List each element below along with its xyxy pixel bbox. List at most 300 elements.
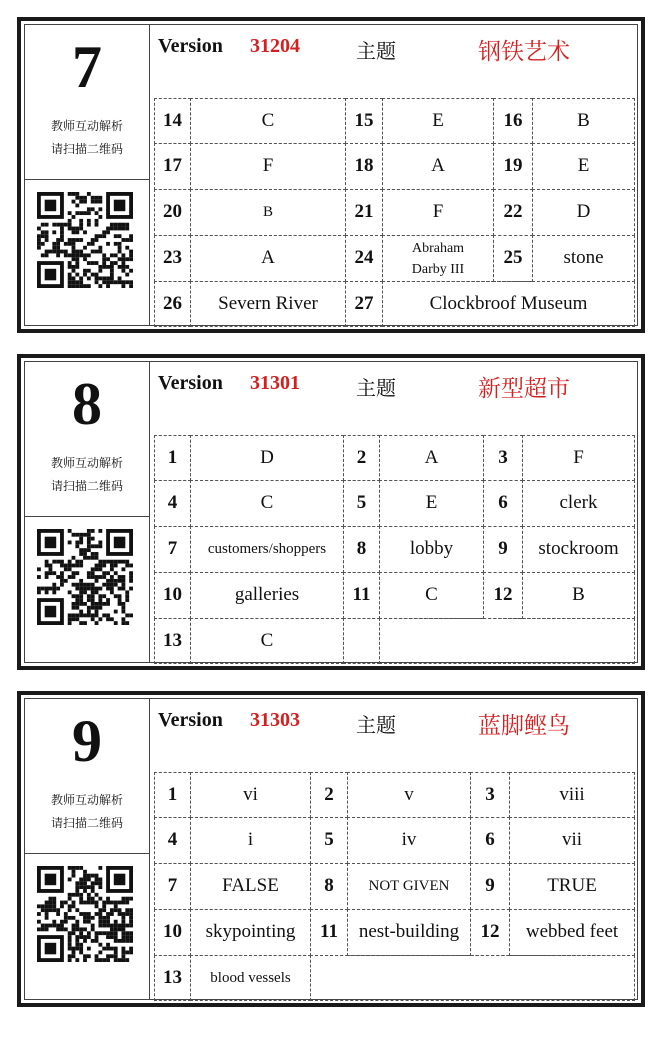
qr-module (91, 594, 95, 598)
qr-module (95, 219, 99, 223)
question-number: 1 (154, 435, 191, 481)
qr-module (49, 901, 53, 905)
qr-module (68, 935, 72, 939)
qr-module (68, 284, 72, 288)
question-number: 14 (154, 98, 191, 144)
qr-module (52, 246, 56, 250)
qr-module (72, 893, 76, 897)
qr-module (79, 284, 83, 288)
qr-module (72, 250, 76, 254)
card-left-column (25, 25, 150, 325)
qr-module (79, 583, 83, 587)
qr-module (75, 935, 79, 939)
version-number: 31303 (250, 709, 300, 731)
qr-module (72, 613, 76, 617)
qr-module (64, 242, 68, 246)
qr-module (45, 587, 49, 591)
qr-module (72, 564, 76, 568)
qr-module (129, 920, 133, 924)
qr-module (64, 916, 68, 920)
qr-module (110, 590, 114, 594)
qr-module (114, 935, 118, 939)
qr-module (72, 866, 76, 870)
qr-module (83, 257, 87, 261)
qr-module (83, 211, 87, 215)
qr-module (75, 571, 79, 575)
qr-module (72, 242, 76, 246)
qr-module (98, 958, 102, 962)
qr-module (87, 253, 91, 257)
qr-module (68, 947, 72, 951)
question-number: 6 (483, 480, 523, 527)
question-number: 25 (493, 235, 533, 282)
answer-cell: Severn River (190, 281, 346, 327)
qr-module (75, 920, 79, 924)
qr-module (91, 571, 95, 575)
qr-module (60, 927, 64, 931)
qr-module (98, 606, 102, 610)
qr-code-icon[interactable] (37, 529, 133, 625)
teacher-analysis-note (25, 115, 149, 161)
qr-module (91, 200, 95, 204)
qr-module (87, 606, 91, 610)
question-number: 15 (345, 98, 383, 144)
qr-module (98, 215, 102, 219)
qr-module (68, 223, 72, 227)
qr-module (87, 901, 91, 905)
qr-module (129, 908, 133, 912)
card-frame (24, 698, 638, 1000)
qr-module (110, 901, 114, 905)
qr-module (87, 916, 91, 920)
qr-module (118, 265, 122, 269)
qr-module (45, 912, 49, 916)
qr-module (118, 587, 122, 591)
qr-module (95, 935, 99, 939)
qr-module (68, 943, 72, 947)
answer-cell: NOT GIVEN (347, 863, 471, 910)
answer-cell: A (382, 143, 494, 190)
qr-module (45, 590, 49, 594)
qr-module (91, 939, 95, 943)
passage-number: 7 (72, 34, 102, 100)
qr-module (98, 943, 102, 947)
qr-module (45, 908, 49, 912)
question-number: 7 (154, 526, 191, 573)
qr-module (95, 273, 99, 277)
qr-module (125, 257, 129, 261)
teacher-note-line1: 教师互动解析 (50, 793, 123, 807)
qr-module (110, 908, 114, 912)
qr-module (56, 242, 60, 246)
qr-module (95, 901, 99, 905)
question-number: 9 (470, 863, 510, 910)
qr-module (83, 552, 87, 556)
qr-module (118, 227, 122, 231)
qr-code-icon[interactable] (37, 866, 133, 962)
question-number: 21 (345, 189, 383, 236)
qr-module (79, 250, 83, 254)
qr-module (56, 246, 60, 250)
qr-module (91, 874, 95, 878)
qr-module (87, 242, 91, 246)
qr-module (72, 904, 76, 908)
qr-module (110, 954, 114, 958)
question-number: 18 (345, 143, 383, 190)
teacher-note-line2: 请扫描二维码 (50, 479, 123, 493)
qr-module (83, 284, 87, 288)
qr-module (56, 223, 60, 227)
qr-module (49, 564, 53, 568)
qr-module (68, 261, 72, 265)
answer-cell: customers/shoppers (190, 526, 344, 573)
qr-module (102, 253, 106, 257)
answer-cell: F (522, 435, 635, 481)
qr-module (95, 606, 99, 610)
qr-module (129, 575, 133, 579)
qr-module (118, 598, 122, 602)
qr-module (68, 916, 72, 920)
qr-module (79, 613, 83, 617)
qr-module (75, 544, 79, 548)
theme-label: 主题 (356, 376, 396, 400)
qr-module (87, 874, 91, 878)
qr-module (64, 564, 68, 568)
qr-module (98, 598, 102, 602)
answer-cell: E (382, 98, 494, 144)
answer-card-7 (17, 17, 645, 333)
qr-module (75, 250, 79, 254)
card-header (158, 709, 637, 737)
qr-module (52, 920, 56, 924)
qr-module (129, 280, 133, 284)
answer-cell: C (190, 480, 344, 527)
qr-module (87, 878, 91, 882)
qr-module (110, 579, 114, 583)
qr-module (79, 253, 83, 257)
qr-module (129, 571, 133, 575)
qr-module (129, 238, 133, 242)
qr-module (79, 897, 83, 901)
qr-module (95, 544, 99, 548)
qr-module (68, 613, 72, 617)
qr-code-box (25, 853, 149, 999)
qr-module (95, 200, 99, 204)
qr-module (91, 901, 95, 905)
qr-module (91, 924, 95, 928)
qr-module (75, 273, 79, 277)
qr-module (102, 901, 106, 905)
qr-module (87, 920, 91, 924)
qr-module (121, 954, 125, 958)
qr-module (110, 223, 114, 227)
qr-module (64, 250, 68, 254)
qr-module (60, 904, 64, 908)
qr-module (110, 567, 114, 571)
question-number: 17 (154, 143, 191, 190)
qr-module (72, 280, 76, 284)
qr-module (75, 257, 79, 261)
qr-module (118, 908, 122, 912)
qr-module (95, 223, 99, 227)
qr-module (49, 567, 53, 571)
qr-module (102, 908, 106, 912)
qr-finder-center (114, 200, 126, 212)
qr-module (49, 924, 53, 928)
qr-module (37, 912, 41, 916)
answer-cell: vi (190, 772, 311, 818)
qr-module (121, 621, 125, 625)
qr-module (83, 533, 87, 537)
qr-module (87, 533, 91, 537)
qr-module (121, 583, 125, 587)
qr-module (110, 575, 114, 579)
qr-module (98, 931, 102, 935)
qr-module (106, 947, 110, 951)
qr-module (72, 253, 76, 257)
qr-module (60, 223, 64, 227)
qr-module (45, 916, 49, 920)
qr-module (98, 885, 102, 889)
qr-module (56, 250, 60, 254)
qr-finder-center (114, 874, 126, 886)
qr-module (83, 927, 87, 931)
qr-module (72, 192, 76, 196)
qr-module (118, 234, 122, 238)
qr-module (75, 560, 79, 564)
qr-module (72, 571, 76, 575)
qr-finder-center (114, 537, 126, 549)
qr-module (110, 912, 114, 916)
qr-module (41, 927, 45, 931)
passage-number: 8 (72, 371, 102, 437)
qr-module (60, 250, 64, 254)
qr-module (129, 579, 133, 583)
qr-module (45, 571, 49, 575)
qr-module (75, 583, 79, 587)
qr-module (83, 621, 87, 625)
qr-module (87, 613, 91, 617)
qr-module (125, 246, 129, 250)
qr-module (68, 242, 72, 246)
qr-module (125, 897, 129, 901)
qr-module (91, 897, 95, 901)
qr-module (129, 284, 133, 288)
qr-module (110, 269, 114, 273)
qr-module (129, 916, 133, 920)
qr-module (41, 587, 45, 591)
qr-module (68, 954, 72, 958)
qr-module (79, 943, 83, 947)
qr-module (110, 924, 114, 928)
qr-module (75, 564, 79, 568)
qr-module (102, 261, 106, 265)
qr-module (83, 874, 87, 878)
qr-module (125, 931, 129, 935)
qr-module (129, 947, 133, 951)
qr-module (118, 276, 122, 280)
qr-module (52, 904, 56, 908)
qr-module (118, 901, 122, 905)
qr-module (79, 211, 83, 215)
qr-module (102, 583, 106, 587)
qr-module (98, 916, 102, 920)
qr-module (121, 227, 125, 231)
qr-module (64, 253, 68, 257)
empty-cell (310, 955, 635, 1001)
qr-module (121, 560, 125, 564)
qr-module (79, 927, 83, 931)
qr-module (49, 250, 53, 254)
qr-module (95, 276, 99, 280)
theme-name: 蓝脚鲣鸟 (478, 713, 570, 739)
qr-module (129, 564, 133, 568)
qr-module (68, 541, 72, 545)
qr-module (129, 587, 133, 591)
qr-module (41, 908, 45, 912)
qr-module (102, 276, 106, 280)
qr-module (114, 594, 118, 598)
qr-module (45, 234, 49, 238)
qr-module (75, 924, 79, 928)
qr-module (129, 924, 133, 928)
qr-module (110, 276, 114, 280)
answer-card-9 (17, 691, 645, 1007)
answer-cell: Clockbroof Museum (382, 281, 635, 327)
qr-module (68, 560, 72, 564)
qr-module (87, 587, 91, 591)
qr-module (52, 924, 56, 928)
qr-module (79, 893, 83, 897)
qr-module (114, 571, 118, 575)
qr-module (68, 253, 72, 257)
teacher-note-line1: 教师互动解析 (50, 456, 123, 470)
qr-module (98, 564, 102, 568)
qr-module (114, 931, 118, 935)
qr-module (68, 908, 72, 912)
qr-finder-center (45, 874, 57, 886)
qr-module (95, 602, 99, 606)
qr-module (102, 931, 106, 935)
qr-module (75, 204, 79, 208)
qr-module (72, 602, 76, 606)
qr-module (45, 223, 49, 227)
qr-module (95, 280, 99, 284)
qr-module (68, 590, 72, 594)
qr-module (98, 881, 102, 885)
answer-card-8 (17, 354, 645, 670)
qr-module (98, 276, 102, 280)
qr-module (79, 548, 83, 552)
qr-module (91, 590, 95, 594)
version-label: Version (158, 35, 223, 57)
qr-module (83, 230, 87, 234)
qr-module (114, 280, 118, 284)
qr-module (114, 621, 118, 625)
qr-module (60, 571, 64, 575)
qr-module (91, 613, 95, 617)
qr-module (102, 575, 106, 579)
qr-module (52, 560, 56, 564)
qr-module (79, 947, 83, 951)
qr-code-icon[interactable] (37, 192, 133, 288)
qr-module (87, 571, 91, 575)
qr-module (68, 878, 72, 882)
qr-module (121, 223, 125, 227)
qr-module (110, 931, 114, 935)
qr-module (114, 939, 118, 943)
qr-module (49, 587, 53, 591)
qr-module (79, 610, 83, 614)
qr-module (72, 257, 76, 261)
qr-module (106, 943, 110, 947)
qr-module (60, 575, 64, 579)
qr-module (60, 920, 64, 924)
qr-module (102, 613, 106, 617)
qr-module (125, 238, 129, 242)
question-number: 19 (493, 143, 533, 190)
qr-module (75, 598, 79, 602)
qr-module (106, 265, 110, 269)
qr-module (110, 273, 114, 277)
qr-module (75, 889, 79, 893)
qr-module (121, 931, 125, 935)
question-number: 2 (343, 435, 380, 481)
qr-module (75, 947, 79, 951)
qr-finder-center (45, 200, 57, 212)
qr-module (106, 920, 110, 924)
answer-cell: E (379, 480, 484, 527)
qr-module (56, 253, 60, 257)
qr-module (49, 571, 53, 575)
teacher-analysis-note (25, 452, 149, 498)
qr-module (75, 594, 79, 598)
passage-number: 9 (72, 708, 102, 774)
qr-module (56, 587, 60, 591)
qr-module (60, 901, 64, 905)
qr-module (121, 924, 125, 928)
qr-module (110, 253, 114, 257)
qr-module (72, 947, 76, 951)
qr-module (121, 947, 125, 951)
card-header (158, 35, 637, 63)
qr-module (83, 273, 87, 277)
qr-module (75, 533, 79, 537)
qr-module (72, 533, 76, 537)
qr-module (121, 935, 125, 939)
qr-module (75, 606, 79, 610)
qr-module (91, 556, 95, 560)
version-number: 31204 (250, 35, 300, 57)
qr-module (68, 931, 72, 935)
qr-module (91, 196, 95, 200)
qr-module (95, 912, 99, 916)
qr-module (95, 904, 99, 908)
answer-cell: iv (347, 817, 471, 864)
qr-module (87, 583, 91, 587)
qr-module (118, 250, 122, 254)
qr-module (79, 594, 83, 598)
qr-module (106, 901, 110, 905)
qr-module (114, 223, 118, 227)
qr-module (87, 537, 91, 541)
qr-module (118, 242, 122, 246)
qr-module (41, 223, 45, 227)
qr-module (129, 613, 133, 617)
qr-module (129, 253, 133, 257)
card-frame (24, 24, 638, 326)
qr-module (106, 617, 110, 621)
